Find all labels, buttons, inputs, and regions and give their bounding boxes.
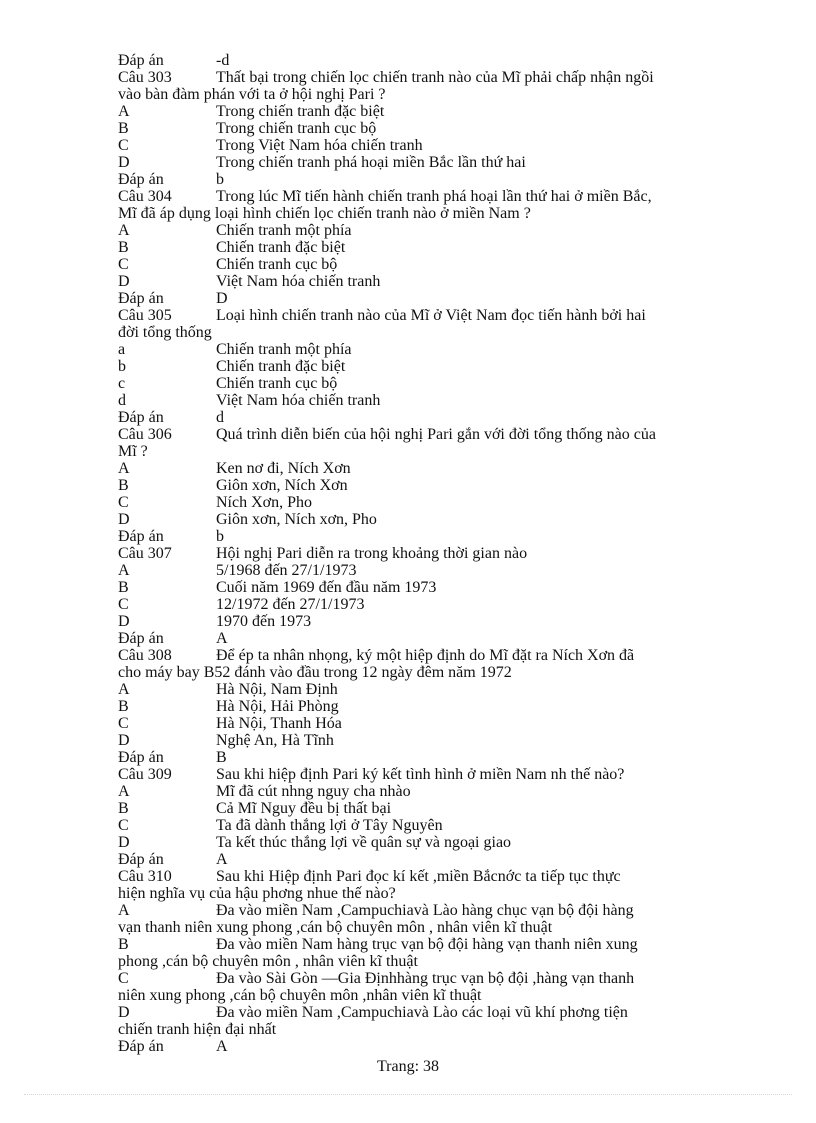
text-row [118,290,750,307]
row-label: D [118,732,130,749]
row-label: D [118,511,130,528]
text-row [118,256,750,273]
row-label: A [118,562,130,579]
row-text: Chiến tranh đặc biệt [216,358,346,375]
row-text: Ta đã dành thắng lợi ở Tây Nguyên [216,817,443,834]
question-block [118,69,750,103]
row-label: B [118,698,129,715]
row-text: Ních Xơn, Pho [216,494,313,511]
row-text: Chiến tranh một phía [216,222,352,239]
row-text: A [216,630,228,647]
question-label: A [118,902,130,919]
text-row [118,137,750,154]
text-row [118,630,750,647]
question-block [118,970,750,1004]
question-text: Đa vào miền Nam ,Campuchiavà Lào hàng chục vạn bộ đội hàng [216,902,634,919]
row-text: Chiến tranh cục bộ [216,256,338,273]
document-body [118,52,750,1055]
row-text: Hà Nội, Hải Phòng [216,698,339,715]
question-continuation: vạn thanh niên xung phong ,cán bộ chuyên môn , nhân viên kĩ thuật [118,919,553,936]
page-number: Trang: 38 [376,1058,440,1075]
text-row [118,120,750,137]
row-label: Đáp án [118,171,164,188]
row-label: D [118,834,130,851]
row-label: Câu 309 [118,766,172,783]
question-block [118,936,750,970]
row-text: 1970 đến 1973 [216,613,312,630]
text-row [118,800,750,817]
text-row [118,783,750,800]
text-row [118,545,750,562]
row-label: C [118,817,129,834]
row-label: Đáp án [118,528,164,545]
text-row [118,749,750,766]
row-text: D [216,290,228,307]
text-row [118,596,750,613]
row-label: C [118,137,129,154]
text-row [118,511,750,528]
question-label: Câu 304 [118,188,172,205]
text-row [118,715,750,732]
row-label: C [118,494,129,511]
row-text: d [216,409,224,426]
text-row [118,239,750,256]
page-divider [24,1094,792,1095]
row-text: Cuối năm 1969 đến đầu năm 1973 [216,579,437,596]
row-text: Việt Nam hóa chiến tranh [216,392,381,409]
text-row [118,477,750,494]
row-label: A [118,460,130,477]
text-row [118,528,750,545]
row-label: C [118,256,129,273]
question-continuation: Mĩ ? [118,443,148,460]
text-row [118,341,750,358]
question-first-line [118,69,750,86]
question-first-line [118,1004,750,1021]
text-row [118,222,750,239]
row-text: Trong Việt Nam hóa chiến tranh [216,137,423,154]
question-continuation: vào bàn đàm phán với ta ở hội nghị Pari ? [118,86,386,103]
row-text: Chiến tranh một phía [216,341,352,358]
question-text: Quá trình diễn biến của hội nghị Pari gắn với đời tổng thống nào của [216,426,656,443]
text-row [118,409,750,426]
row-label: Đáp án [118,409,164,426]
text-row [118,460,750,477]
question-text: Sau khi Hiệp định Pari đọc kí kết ,miền Bắcnớc ta tiếp tục thực [216,868,621,885]
row-label: D [118,154,130,171]
row-text: A [216,851,228,868]
question-continuation: hiện nghĩa vụ của hậu phơng nhue thế nào? [118,885,396,902]
question-label: Câu 306 [118,426,172,443]
text-row [118,273,750,290]
row-text: 5/1968 đến 27/1/1973 [216,562,357,579]
question-block [118,426,750,460]
question-block [118,902,750,936]
row-label: B [118,579,129,596]
page-footer [0,1058,816,1076]
text-row [118,154,750,171]
row-text: Mĩ đã cút nhng nguy cha nhào [216,783,411,800]
row-label: Đáp án [118,630,164,647]
text-row [118,52,750,69]
text-row [118,834,750,851]
row-text: A [216,1038,228,1055]
question-first-line [118,426,750,443]
text-row [118,1038,750,1055]
row-text: Việt Nam hóa chiến tranh [216,273,381,290]
question-block [118,1004,750,1038]
row-label: B [118,239,129,256]
text-row [118,171,750,188]
row-text: Ta kết thúc thắng lợi về quân sự và ngoại giao [216,834,512,851]
question-continuation: chiến tranh hiện đại nhất [118,1021,277,1038]
row-label: B [118,477,129,494]
question-first-line [118,936,750,953]
text-row [118,375,750,392]
text-row [118,698,750,715]
row-text: b [216,528,224,545]
text-row [118,766,750,783]
row-text: Hà Nội, Nam Định [216,681,338,698]
row-label: d [118,392,126,409]
text-row [118,358,750,375]
row-label: a [118,341,126,358]
question-label: Câu 310 [118,868,172,885]
row-text: Giôn xơn, Ních xơn, Pho [216,511,377,528]
question-first-line [118,647,750,664]
row-text: Trong chiến tranh cục bộ [216,120,377,137]
text-row [118,613,750,630]
row-text: Chiến tranh cục bộ [216,375,338,392]
text-row [118,732,750,749]
row-text: Hội nghị Pari diễn ra trong khoảng thời gian nào [216,545,528,562]
text-row [118,579,750,596]
question-block [118,868,750,902]
text-row [118,817,750,834]
question-block [118,188,750,222]
question-continuation: cho máy bay B52 đánh vào đầu trong 12 ngày đêm năm 1972 [118,664,512,681]
text-row [118,494,750,511]
text-row [118,392,750,409]
row-label: Đáp án [118,290,164,307]
row-label: D [118,273,130,290]
row-text: Chiến tranh đặc biệt [216,239,346,256]
row-label: Câu 307 [118,545,172,562]
text-row [118,851,750,868]
question-first-line [118,868,750,885]
row-text: Ken nơ đi, Ních Xơn [216,460,351,477]
row-text: Trong chiến tranh đặc biệt [216,103,385,120]
row-label: C [118,596,129,613]
row-label: B [118,800,129,817]
row-label: B [118,120,129,137]
question-text: Loại hình chiến tranh nào của Mĩ ở Việt Nam đọc tiến hành bởi hai [216,307,646,324]
text-row [118,562,750,579]
row-text: Hà Nội, Thanh Hóa [216,715,342,732]
row-label: b [118,358,126,375]
row-label: Đáp án [118,851,164,868]
question-first-line [118,970,750,987]
row-text: Sau khi hiệp định Pari ký kết tình hình ở miền Nam nh thế nào? [216,766,625,783]
row-text: Cả Mĩ Nguy đều bị thất bại [216,800,392,817]
question-continuation: đời tổng thống [118,324,212,341]
row-label: D [118,613,130,630]
question-first-line [118,902,750,919]
question-label: Câu 308 [118,647,172,664]
question-text: Đa vào miền Nam hàng trục vạn bộ đội hàng vạn thanh niên xung [216,936,638,953]
question-continuation: niên xung phong ,cán bộ chuyên môn ,nhân viên kĩ thuật [118,987,482,1004]
row-label: A [118,783,130,800]
question-text: Đa vào miền Nam ,Campuchiavà Lào các loại vũ khí phơng tiện [216,1004,628,1021]
question-label: B [118,936,129,953]
question-continuation: Mĩ đã áp dụng loại hình chiến lọc chiến tranh nào ở miền Nam ? [118,205,531,222]
question-text: Đa vào Sài Gòn —Gia Địnhhàng trục vạn bộ đội ,hàng vạn thanh [216,970,635,987]
row-label: Đáp án [118,52,164,69]
question-text: Trong lúc Mĩ tiến hành chiến tranh phá hoại lần thứ hai ở miền Bắc, [216,188,652,205]
question-label: Câu 305 [118,307,172,324]
row-label: A [118,681,130,698]
text-row [118,681,750,698]
question-first-line [118,307,750,324]
question-text: Để ép ta nhân nhọng, ký một hiệp định do Mĩ đặt ra Ních Xơn đã [216,647,635,664]
question-first-line [118,188,750,205]
row-text: B [216,749,227,766]
text-row [118,103,750,120]
row-label: C [118,715,129,732]
question-label: Câu 303 [118,69,172,86]
row-text: Nghệ An, Hà Tĩnh [216,732,334,749]
row-label: Đáp án [118,749,164,766]
row-label: c [118,375,126,392]
question-label: C [118,970,129,987]
row-text: -d [216,52,230,69]
row-text: Giôn xơn, Ních Xơn [216,477,348,494]
question-continuation: phong ,cán bộ chuyên môn , nhân viên kĩ thuật [118,953,418,970]
row-label: Đáp án [118,1038,164,1055]
row-text: 12/1972 đến 27/1/1973 [216,596,365,613]
row-label: A [118,222,130,239]
row-label: A [118,103,130,120]
row-text: Trong chiến tranh phá hoại miền Bắc lần thứ hai [216,154,526,171]
row-text: b [216,171,224,188]
question-block [118,647,750,681]
question-text: Thất bại trong chiến lọc chiến tranh nào của Mĩ phải chấp nhận ngồi [216,69,654,86]
question-block [118,307,750,341]
question-label: D [118,1004,130,1021]
